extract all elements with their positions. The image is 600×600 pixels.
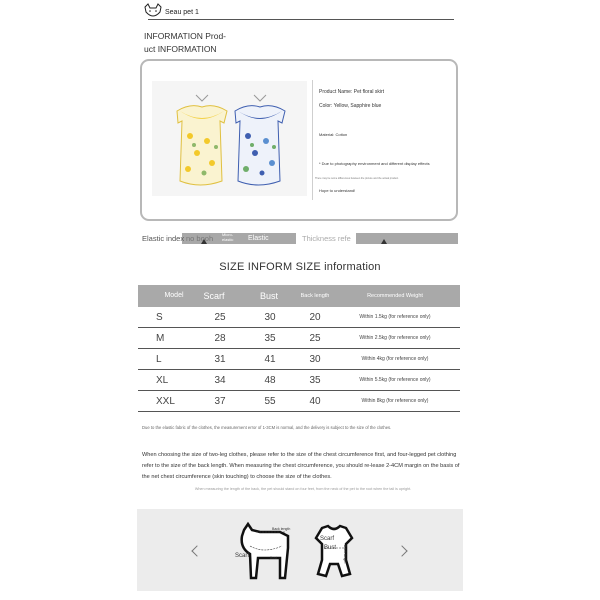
label-back-length-2: Back length [343,545,347,564]
cell-model: XXL [156,395,175,407]
label-back-length-1: Back length [272,527,291,531]
cell-scarf: 31 [214,353,226,365]
cell-scarf: 37 [214,395,226,407]
elastic-marker-icon [201,239,207,244]
cell-scarf: 25 [214,311,226,323]
th-bust: Bust [259,291,278,301]
product-material: Material: Cotton [319,132,348,137]
th-scarf: Scarf [203,291,225,301]
cell-model: S [156,311,163,323]
cell-model: L [156,353,162,365]
cell-bust: 41 [264,353,276,365]
cell-weight: Within 5.5kg (for reference only) [359,377,431,383]
table-row [138,349,460,370]
table-header [138,285,460,307]
cell-weight: Within 4kg (for reference only) [361,356,429,362]
label-scarf-1: Scarf [235,553,250,559]
card-divider [312,80,313,200]
cell-back: 40 [309,395,321,407]
product-hope: Hope to understand! [319,188,356,193]
measure-illustration [137,509,463,591]
size-guide-paragraph: When choosing the size of two-leg clothes, please refer to the size of the chest circumference first, and four-legged pet clothing refer to the size of the back length. When measuring the chest circumference, you should re-lease 2-4CM margin on the basis of the net chest circumference (skin touching) to choose the size of the clothes. [142,452,460,480]
thickness-marker-icon [381,239,387,244]
cell-bust: 48 [264,374,276,386]
product-name: Product Name: Pet floral skirt [319,89,385,95]
product-disclaimer-small: There may be some differences between the picture and the actual product. [315,177,399,180]
cell-back: 35 [309,374,321,386]
size-title: SIZE INFORM SIZE information [219,261,381,273]
cell-bust: 30 [264,311,276,323]
label-bust-2: Bust [324,545,337,551]
thickness-label: Thickness refe [302,234,351,243]
shirt-measure-icon [308,524,360,580]
cell-weight: Within 8kg (for reference only) [361,398,429,404]
label-scarf-2: Scarf [320,536,335,542]
cell-back: 20 [309,311,321,323]
th-weight: Recommended Weight [367,293,423,299]
th-model: Model [164,292,184,299]
cell-weight: Within 1.5kg (for reference only) [359,314,431,320]
table-row [138,307,460,328]
cell-back: 25 [309,332,321,344]
label-bust-1: Bust [270,556,278,560]
table-row [138,370,460,391]
elastic-option-elastic: Elastic [248,235,269,242]
blue-dress-image [235,95,285,185]
back-measure-note: When measuring the length of the back, the pet should stand on four feet, from the neck of the pet to the root when the tail is upright. [194,487,412,491]
table-row [138,391,460,412]
table-row [138,328,460,349]
header-divider [148,19,454,20]
brand-name: Seau pet 1 [165,9,199,16]
info-title-line2: uct INFORMATION [144,44,217,54]
elastic-option-none: no booh [186,234,214,243]
cell-scarf: 28 [214,332,226,344]
info-title [144,30,234,56]
cell-model: XL [156,374,169,386]
cell-scarf: 34 [214,374,226,386]
cell-back: 30 [309,353,321,365]
product-photo [152,81,307,196]
measure-note: Due to the elastic fabric of the clothes, the measurement error of 1-3CM is normal, and the delivery is subject to the size of the clothes. [142,425,392,430]
info-title-line1: INFORMATION Prod- [144,31,227,41]
elastic-option-micro: Micro-elastic [222,232,234,242]
cell-model: M [156,332,165,344]
cell-bust: 35 [264,332,276,344]
thickness-bar [356,233,458,244]
elastic-label: Elastic index [142,234,185,243]
th-back-length: Back length [300,293,330,299]
product-disclaimer: * Due to photography environment and different display effects [319,161,430,166]
cell-bust: 55 [264,395,276,407]
yellow-dress-image [177,95,227,185]
cell-weight: Within 2.5kg (for reference only) [359,335,431,341]
product-color: Color: Yellow, Sapphire blue [319,103,382,109]
